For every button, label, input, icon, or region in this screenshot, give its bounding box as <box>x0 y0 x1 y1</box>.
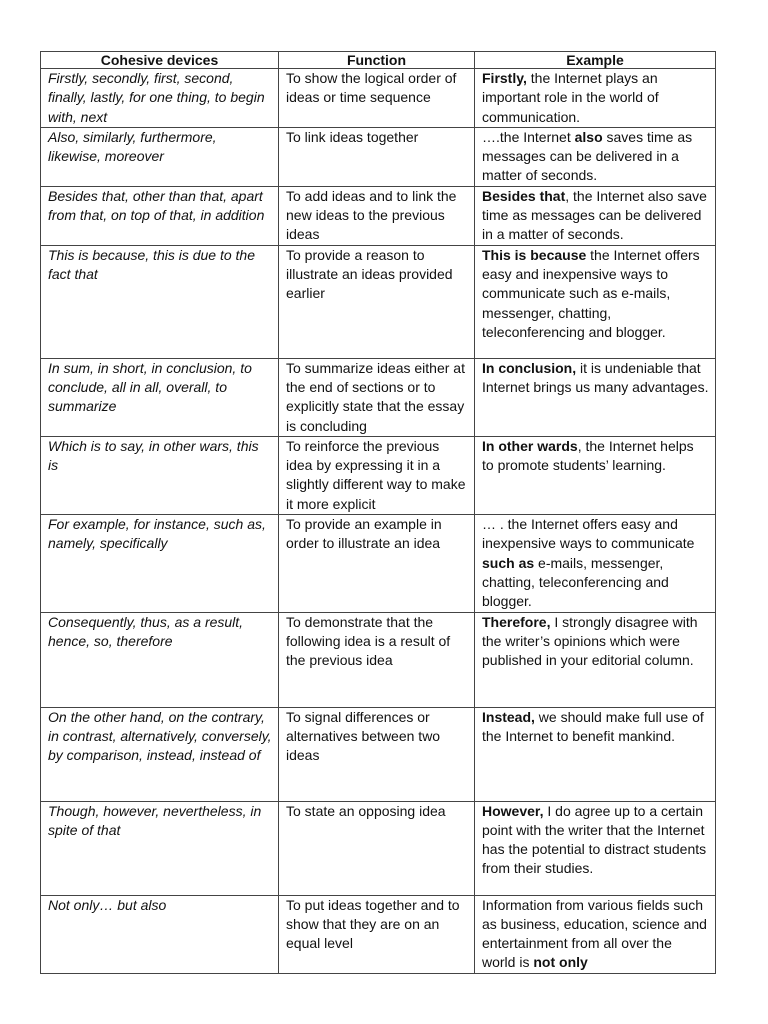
example-cell <box>475 895 716 973</box>
function-cell: To demonstrate that the following idea is a result of the previous idea <box>279 612 475 707</box>
example-emphasis: Besides that <box>482 187 566 204</box>
cohesive-devices-cell: For example, for instance, such as, namely, specifically <box>41 515 279 612</box>
example-cell <box>475 515 716 612</box>
example-cell <box>475 358 716 436</box>
function-cell: To show the logical order of ideas or time sequence <box>279 69 475 128</box>
example-emphasis: Instead, <box>482 708 535 725</box>
table-body <box>41 69 716 974</box>
example-text: the Internet plays an important role in the world of communication. <box>482 70 659 125</box>
example-emphasis: Firstly, <box>482 70 527 86</box>
function-cell: To put ideas together and to show that they are on an equal level <box>279 895 475 973</box>
example-text: I do agree up to a certain point with the writer that the Internet has the potential to distract students from their studies. <box>482 802 707 877</box>
table-row <box>41 895 716 973</box>
example-emphasis: However, <box>482 802 544 819</box>
cohesive-devices-cell: Also, similarly, furthermore, likewise, moreover <box>41 127 279 186</box>
example-cell <box>475 69 716 128</box>
example-text: ….the Internet <box>482 128 575 145</box>
table-row <box>41 515 716 612</box>
example-emphasis: also <box>574 128 603 145</box>
example-cell <box>475 186 716 245</box>
function-cell: To provide a reason to illustrate an ideas provided earlier <box>279 245 475 358</box>
table-header-row <box>41 52 716 69</box>
example-text: it is undeniable that Internet brings us many advantages. <box>482 359 709 395</box>
table-row <box>41 186 716 245</box>
function-cell: To signal differences or alternatives between two ideas <box>279 707 475 801</box>
example-text: , the Internet also save time as messages can be delivered in a matter of seconds. <box>482 187 707 243</box>
cohesive-devices-cell: Firstly, secondly, first, second, finally, lastly, for one thing, to begin with, next <box>41 69 279 128</box>
table-row <box>41 436 716 514</box>
example-cell <box>475 436 716 514</box>
cohesive-devices-cell: In sum, in short, in conclusion, to conclude, all in all, overall, to summarize <box>41 358 279 436</box>
cohesive-devices-cell: On the other hand, on the contrary, in contrast, alternatively, conversely, by comparison, instead, instead of <box>41 707 279 801</box>
table-row <box>41 358 716 436</box>
function-cell: To add ideas and to link the new ideas to the previous ideas <box>279 186 475 245</box>
example-emphasis: Therefore, <box>482 613 551 630</box>
example-text: saves time as messages can be delivered in a matter of seconds. <box>482 128 693 184</box>
example-text: Information from various fields such as business, education, science and entertainment from all over the world is <box>482 896 707 971</box>
table-row <box>41 245 716 358</box>
example-cell <box>475 245 716 358</box>
example-cell <box>475 707 716 801</box>
cohesive-devices-cell: Besides that, other than that, apart from that, on top of that, in addition <box>41 186 279 245</box>
example-emphasis: such as <box>482 554 535 571</box>
function-cell: To reinforce the previous idea by expressing it in a slightly different way to make it more explicit <box>279 436 475 514</box>
example-emphasis: In conclusion, <box>482 359 577 376</box>
table-row <box>41 69 716 128</box>
example-text: … . the Internet offers easy and inexpensive ways to communicate <box>482 516 695 552</box>
cohesive-devices-cell: Which is to say, in other wars, this is <box>41 436 279 514</box>
example-emphasis: This is because <box>482 246 587 263</box>
function-cell: To link ideas together <box>279 127 475 186</box>
header-function: Function <box>279 52 475 69</box>
table-row <box>41 612 716 707</box>
example-cell <box>475 801 716 895</box>
table-row <box>41 707 716 801</box>
example-text: , the Internet helps to promote students’ learning. <box>482 437 694 474</box>
header-example: Example <box>475 52 716 69</box>
example-text: I strongly disagree with the writer’s opinions which were published in your editorial column. <box>482 613 698 669</box>
header-cohesive-devices: Cohesive devices <box>41 52 279 69</box>
example-text: e-mails, messenger, chatting, teleconferencing and blogger. <box>482 554 669 610</box>
table-row <box>41 801 716 895</box>
cohesive-devices-table <box>40 51 716 974</box>
table-row <box>41 127 716 186</box>
cohesive-devices-cell: Consequently, thus, as a result, hence, so, therefore <box>41 612 279 707</box>
cohesive-devices-cell: Not only… but also <box>41 895 279 973</box>
cohesive-devices-cell: This is because, this is due to the fact that <box>41 245 279 358</box>
example-text: the Internet offers easy and inexpensive ways to communicate such as e-mails, messenger, chatting, teleconferencing and blogger. <box>482 246 700 340</box>
function-cell: To summarize ideas either at the end of sections or to explicitly state that the essay is concluding <box>279 358 475 436</box>
function-cell: To provide an example in order to illustrate an idea <box>279 515 475 612</box>
example-cell <box>475 127 716 186</box>
example-emphasis: In other wards <box>482 437 578 454</box>
function-cell: To state an opposing idea <box>279 801 475 895</box>
example-emphasis: not only <box>533 954 588 971</box>
example-text: we should make full use of the Internet to benefit mankind. <box>482 708 704 744</box>
cohesive-devices-cell: Though, however, nevertheless, in spite of that <box>41 801 279 895</box>
example-cell <box>475 612 716 707</box>
